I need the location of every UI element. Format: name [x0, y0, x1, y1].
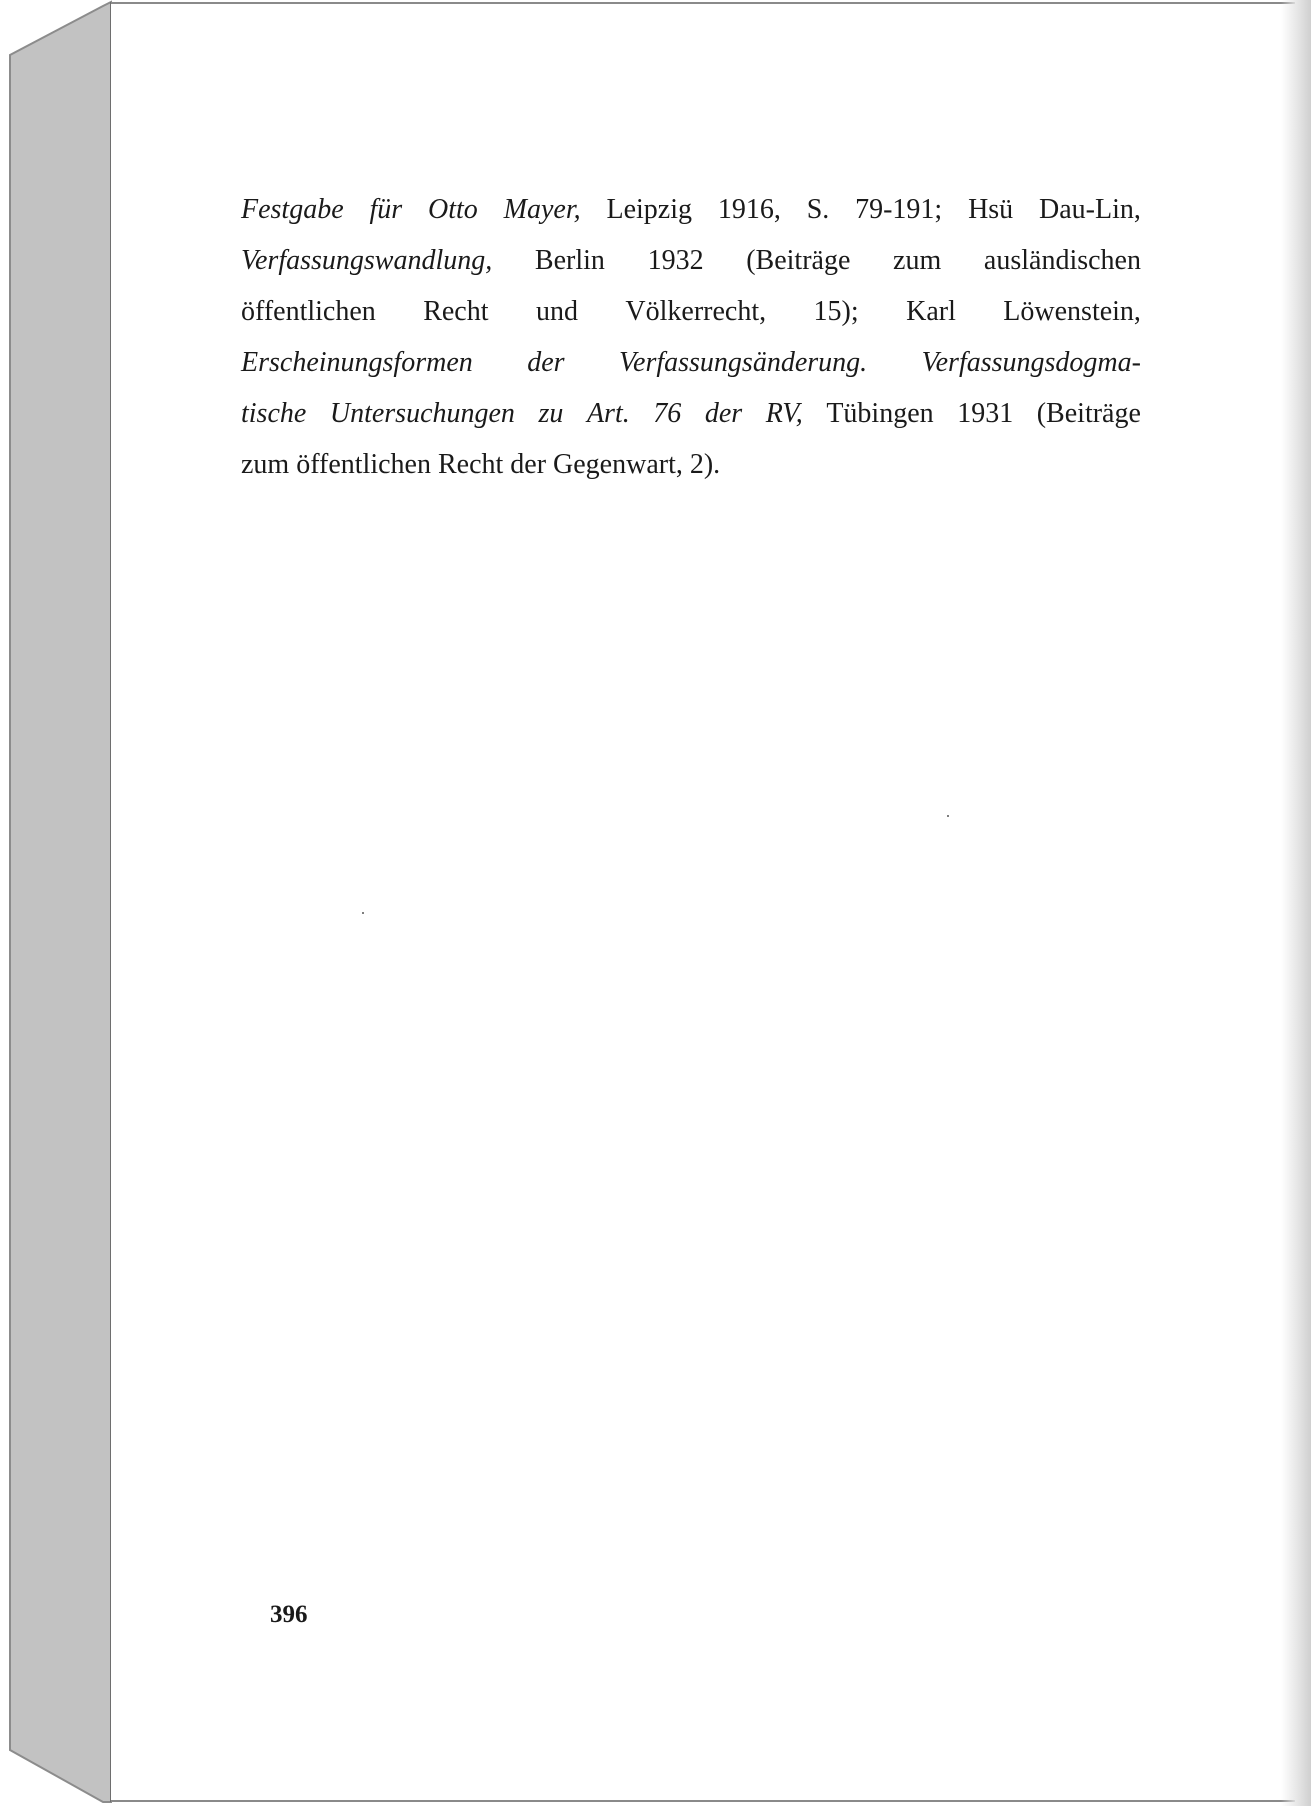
- word: zu: [538, 398, 564, 429]
- word: Verfassungsänderung.: [619, 347, 868, 378]
- word: 79-191;: [855, 194, 943, 225]
- word: für: [369, 194, 403, 225]
- word: zum öffentlichen Recht der Gegenwart, 2).: [241, 449, 721, 480]
- word: RV,: [765, 398, 803, 429]
- word: Verfassungsdogma-: [921, 347, 1141, 378]
- word: Festgabe: [241, 194, 344, 225]
- word: S.: [806, 194, 830, 225]
- word: (Beiträge: [746, 245, 851, 276]
- text-line: [241, 235, 1141, 286]
- word: Mayer,: [503, 194, 581, 225]
- text-line: [241, 337, 1141, 388]
- word: Hsü: [968, 194, 1014, 225]
- word: Untersuchungen: [329, 398, 515, 429]
- word: und: [535, 296, 578, 327]
- word: Dau-Lin,: [1039, 194, 1141, 225]
- book-spine: [0, 0, 115, 1806]
- word: tische: [241, 398, 307, 429]
- word: öffentlichen: [241, 296, 376, 327]
- word: Karl: [906, 296, 956, 327]
- word: Verfassungswandlung,: [241, 245, 493, 276]
- word: 76: [653, 398, 682, 429]
- word: Otto: [428, 194, 478, 225]
- document-page: [111, 2, 1295, 1802]
- word: Recht: [423, 296, 489, 327]
- word: zum: [893, 245, 942, 276]
- scan-speck: [947, 815, 949, 817]
- word: Erscheinungsformen: [241, 347, 473, 378]
- word: 1916,: [717, 194, 781, 225]
- word: ausländischen: [983, 245, 1141, 276]
- page-edge-shadow: [1281, 0, 1311, 1806]
- text-line: [241, 388, 1141, 439]
- word: 1931: [957, 398, 1014, 429]
- page-number: 396: [270, 1601, 308, 1628]
- bibliography-paragraph: [241, 184, 1141, 490]
- word: Leipzig: [606, 194, 692, 225]
- word: 1932: [647, 245, 704, 276]
- word: Löwenstein,: [1003, 296, 1141, 327]
- word: Tübingen: [826, 398, 934, 429]
- word: Berlin: [534, 245, 605, 276]
- word: Art.: [586, 398, 630, 429]
- word: Völkerrecht,: [625, 296, 767, 327]
- word: (Beiträge: [1036, 398, 1141, 429]
- text-line: [241, 286, 1141, 337]
- text-line: [241, 439, 1141, 490]
- word: 15);: [813, 296, 859, 327]
- text-line: [241, 184, 1141, 235]
- scan-speck: [362, 912, 364, 914]
- word: der: [527, 347, 565, 378]
- word: der: [704, 398, 743, 429]
